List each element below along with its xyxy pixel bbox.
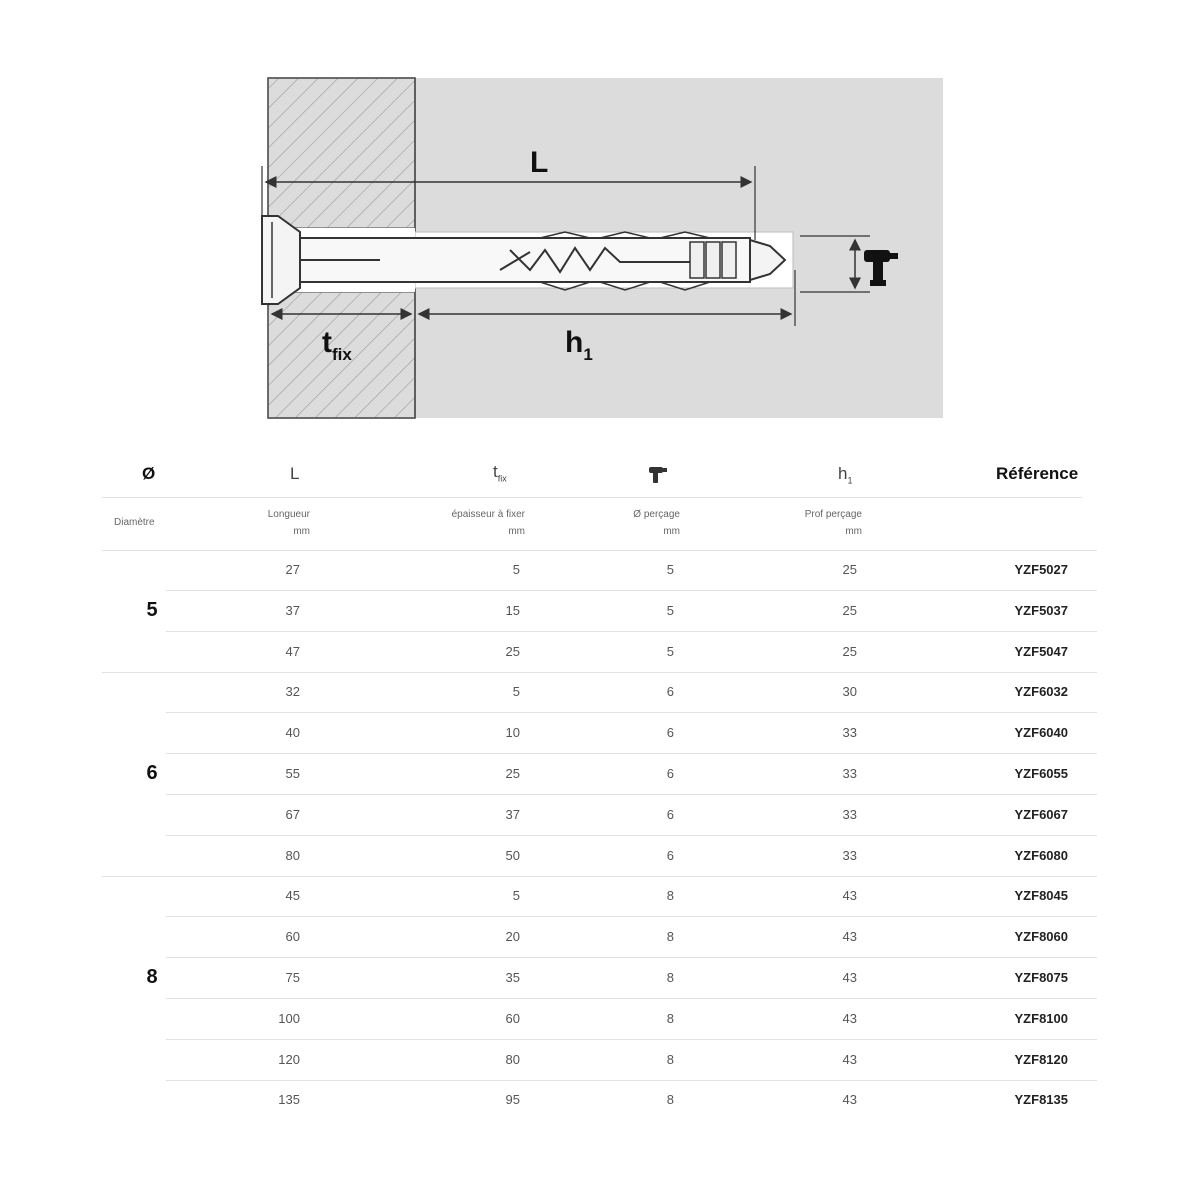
- cell-reference: YZF6080: [1014, 848, 1068, 863]
- subheader-length-unit: mm: [293, 526, 310, 537]
- cell-drill-depth: 30: [842, 684, 857, 699]
- cell-drill-depth: 43: [842, 1092, 857, 1107]
- cell-reference: YZF8120: [1014, 1052, 1068, 1067]
- cell-reference: YZF8100: [1014, 1011, 1068, 1026]
- cell-tfix: 10: [505, 725, 520, 740]
- cell-drill-diameter: 8: [666, 1052, 674, 1067]
- cell-tfix: 37: [505, 807, 520, 822]
- cell-drill-diameter: 8: [666, 970, 674, 985]
- cell-reference: YZF8075: [1014, 970, 1068, 985]
- cell-reference: YZF6040: [1014, 725, 1068, 740]
- cell-reference: YZF6055: [1014, 766, 1068, 781]
- row-divider: [166, 835, 1097, 836]
- cell-drill-diameter: 6: [666, 684, 674, 699]
- row-divider: [166, 1039, 1097, 1040]
- header-reference: Référence: [996, 464, 1079, 483]
- cell-drill-diameter: 5: [666, 644, 674, 659]
- cell-tfix: 25: [505, 644, 520, 659]
- row-divider: [166, 957, 1097, 958]
- cell-reference: YZF8045: [1014, 888, 1068, 903]
- cell-length: 32: [285, 684, 300, 699]
- row-divider: [166, 590, 1097, 591]
- cell-reference: YZF5037: [1014, 603, 1068, 618]
- cell-length: 120: [278, 1052, 300, 1067]
- cell-reference: YZF5027: [1014, 562, 1068, 577]
- h1-sub: 1: [847, 475, 853, 486]
- group-diameter-5: 5: [146, 599, 158, 621]
- header-h1-symbol: [838, 464, 852, 485]
- cell-length: 80: [285, 848, 300, 863]
- header-length-symbol: L: [290, 464, 300, 483]
- cell-drill-depth: 43: [842, 888, 857, 903]
- cell-reference: YZF5047: [1014, 644, 1068, 659]
- subheader-depth: [790, 506, 862, 540]
- cell-length: 27: [285, 562, 300, 577]
- cell-drill-diameter: 8: [666, 1092, 674, 1107]
- cell-tfix: 35: [505, 970, 520, 985]
- cell-reference: YZF8135: [1014, 1092, 1068, 1107]
- subheader-length: [260, 506, 310, 540]
- cell-tfix: 15: [505, 603, 520, 618]
- header-diameter-symbol: Ø: [142, 464, 156, 483]
- cell-drill-diameter: 6: [666, 766, 674, 781]
- group-diameter-8: 8: [146, 966, 158, 988]
- cell-length: 60: [285, 929, 300, 944]
- subheader-diameter: Diamètre: [114, 517, 155, 528]
- cell-length: 67: [285, 807, 300, 822]
- subheader-drill-text: Ø perçage: [633, 509, 680, 520]
- cell-drill-depth: 43: [842, 1052, 857, 1067]
- subheader-depth-unit: mm: [845, 526, 862, 537]
- cell-length: 135: [278, 1092, 300, 1107]
- subheader-drill: [620, 506, 680, 540]
- row-divider: [166, 916, 1097, 917]
- row-divider: [166, 753, 1097, 754]
- cell-drill-depth: 33: [842, 807, 857, 822]
- group-diameter-6: 6: [146, 762, 158, 784]
- cell-tfix: 80: [505, 1052, 520, 1067]
- subheader-depth-text: Prof perçage: [804, 509, 862, 520]
- tfix-sub: fix: [497, 473, 507, 484]
- row-divider: [166, 631, 1097, 632]
- row-divider: [166, 1080, 1097, 1081]
- cell-tfix: 5: [512, 562, 520, 577]
- cell-drill-diameter: 6: [666, 848, 674, 863]
- cell-drill-depth: 43: [842, 970, 857, 985]
- cell-reference: YZF6032: [1014, 684, 1068, 699]
- label-L: L: [530, 146, 549, 179]
- cell-reference: YZF8060: [1014, 929, 1068, 944]
- cell-length: 45: [285, 888, 300, 903]
- cell-length: 55: [285, 766, 300, 781]
- header-drill-icon: [648, 464, 668, 489]
- cell-drill-depth: 33: [842, 848, 857, 863]
- cell-tfix: 60: [505, 1011, 520, 1026]
- cell-tfix: 25: [505, 766, 520, 781]
- cell-drill-diameter: 8: [666, 888, 674, 903]
- subheader-tfix-text: épaisseur à fixer: [451, 509, 525, 520]
- row-divider: [166, 998, 1097, 999]
- cell-tfix: 20: [505, 929, 520, 944]
- subheader-drill-unit: mm: [663, 526, 680, 537]
- cell-drill-depth: 33: [842, 725, 857, 740]
- cell-drill-diameter: 8: [666, 929, 674, 944]
- cell-drill-depth: 33: [842, 766, 857, 781]
- cell-tfix: 5: [512, 684, 520, 699]
- cell-drill-depth: 25: [842, 562, 857, 577]
- cell-drill-depth: 43: [842, 929, 857, 944]
- cell-drill-diameter: 6: [666, 807, 674, 822]
- cell-length: 100: [278, 1011, 300, 1026]
- cell-drill-diameter: 5: [666, 603, 674, 618]
- cell-drill-diameter: 6: [666, 725, 674, 740]
- cell-tfix: 50: [505, 848, 520, 863]
- cell-drill-diameter: 5: [666, 562, 674, 577]
- fixture-upper: [268, 78, 415, 228]
- anchor-head: [262, 216, 300, 304]
- subheader-length-text: Longueur: [267, 509, 310, 520]
- anchor-diagram: [0, 0, 1200, 430]
- cell-drill-diameter: 8: [666, 1011, 674, 1026]
- row-divider: [166, 712, 1097, 713]
- cell-length: 40: [285, 725, 300, 740]
- cell-drill-depth: 43: [842, 1011, 857, 1026]
- cell-reference: YZF6067: [1014, 807, 1068, 822]
- subheader-tfix-unit: mm: [508, 526, 525, 537]
- cell-tfix: 5: [512, 888, 520, 903]
- cell-drill-depth: 25: [842, 603, 857, 618]
- cell-length: 47: [285, 644, 300, 659]
- label-h1: $h_1$: [565, 326, 593, 364]
- header-tfix-symbol: [493, 462, 507, 483]
- subheader-tfix: [430, 506, 525, 540]
- h1-symbol: h: [838, 464, 848, 483]
- cell-drill-depth: 25: [842, 644, 857, 659]
- cell-length: 75: [285, 970, 300, 985]
- row-divider: [166, 794, 1097, 795]
- tfix-symbol: t: [493, 462, 498, 481]
- label-tfix: $t_{fix}$: [322, 326, 352, 364]
- cell-tfix: 95: [505, 1092, 520, 1107]
- cell-length: 37: [285, 603, 300, 618]
